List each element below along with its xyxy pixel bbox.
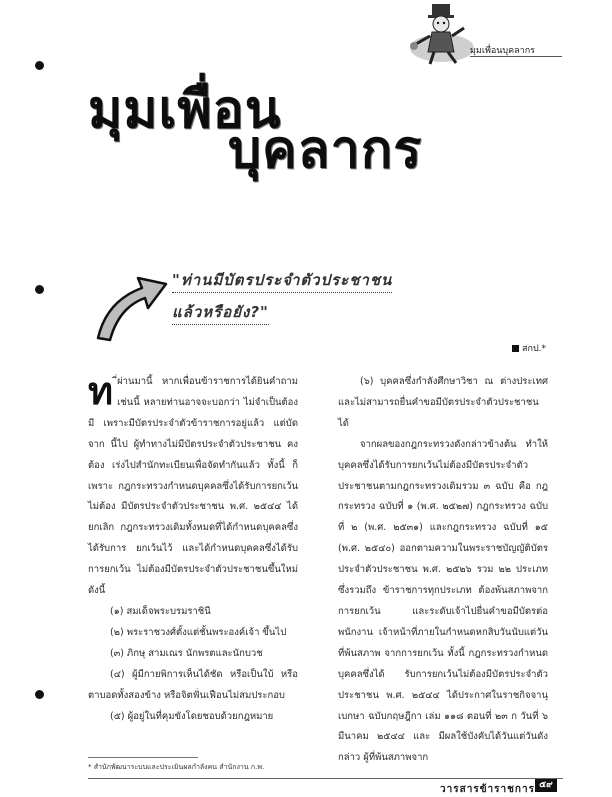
list-item: (๒) พระราชวงศ์ตั้งแต่ชั้นพระองค์เจ้า ขึ้นไป — [110, 626, 287, 638]
footnote: * สำนักพัฒนาระบบและประเมินผลกำลังคน สำนักงาน ก.พ. — [88, 763, 265, 771]
byline-square-icon — [512, 345, 519, 352]
title-line2: บุคลากร — [228, 120, 423, 180]
list-item: (๖) บุคคลซึ่งกำลังศึกษาวิชา ณ ต่างประเทศ และไม่สามารถยื่นคำขอมีบัตรประจำตัวประชาชนได้ — [338, 376, 548, 429]
journal-name: วารสารข้าราชการ — [440, 784, 535, 795]
author-name: สกป.* — [522, 344, 547, 354]
list-item: (๕) ผู้อยู่ในที่คุมขังโดยชอบด้วยกฎหมาย — [110, 710, 274, 722]
binder-hole-top — [35, 61, 44, 70]
dropcap: ท — [88, 369, 114, 413]
paragraph: จากผลของกฎกระทรวงดังกล่าวข้างต้น ทำให้ บุคคลซึ่งได้รับการยกเว้นไม่ต้องมีบัตรประจำตัว ประชาชนตามกฎกระทรวงเดิมรวม ๓ ฉบับ คือ กฎกระทรวง ฉบับที่ ๑ (พ.ศ. ๒๕๒๗) กฎกระทรวง ฉบับที่ ๒ (พ.ศ. ๒๕๓๑) และกฎกระทรวง ฉบับที่ ๑๕ (พ.ศ. ๒๕๔๐) ออกตามความในพระราชบัญญัติบัตร ประจำตัวประชาชน พ.ศ. ๒๕๒๖ รวม ๒๒ ประเภท ซึ่งรวมถึง ข้าราชการทุกประเภท ต้องพ้นสภาพจาก การยกเว้น และระดับเจ้าไปยื่นคำขอมีบัตรต่อพนักงาน เจ้าหน้าที่ภายในกำหนดหกสิบวันนับแต่วันที่พ้นสภาพ จากการยกเว้น ทั้งนี้ กฎกระทรวงกำหนดบุคคลซึ่งได้ รับการยกเว้นไม่ต้องมีบัตรประจำตัวประชาชน พ.ศ. ๒๕๔๔ ได้ประกาศในราชกิจจานุเบกษา ฉบับกฤษฎีกา เล่ม ๑๑๘ ตอนที่ ๒๓ ก วันที่ ๖ มีนาคม ๒๕๔๔ และ มีผลใช้บังคับได้วันแต่วันดังกล่าว ผู้ที่พ้นสภาพจาก — [338, 438, 548, 764]
title-line1: มุมเพื่อน — [88, 80, 282, 140]
page-number: ๕๙ — [535, 779, 557, 792]
list-item: (๑) สมเด็จพระบรมราชินี — [110, 605, 211, 617]
article-column-right — [338, 372, 548, 769]
footer-rule — [88, 778, 563, 779]
arrow-icon — [90, 270, 170, 350]
mascot-illustration — [402, 0, 477, 68]
section-rule — [470, 56, 562, 57]
subtitle-line1: "ท่านมีบัตรประจำตัวประชาชน — [172, 268, 392, 293]
list-item: (๔) ผู้มีกายพิการเห็นได้ชัด หรือเป็นใบ้ หรือ ตาบอดทั้งสองข้าง หรือจิตฟั่นเฟือนไม่สมประกอบ — [88, 668, 298, 701]
binder-hole-middle — [35, 285, 44, 294]
article-column-left — [88, 369, 298, 727]
subtitle-line2: แล้วหรือยัง?" — [172, 300, 269, 325]
footnote-rule — [88, 757, 198, 758]
author-byline — [512, 341, 546, 355]
list-item: (๓) ภิกษุ สามเณร นักพรตและนักบวช — [110, 647, 263, 659]
section-label: มุมเพื่อนบุคลากร — [470, 46, 536, 56]
binder-hole-bottom — [35, 690, 44, 699]
paragraph: ี่ผ่านมานี้ หากเพื่อนข้าราชการได้ยินคำถาม เช่นนี้ หลายท่านอาจจะบอกว่า ไม่จำเป็นต้องมี เพราะมีบัตรประจำตัวข้าราชการอยู่แล้ว แต่บัดจาก นี้ไป ผู้ทำทางไม่มีบัตรประจำตัวประชาชน คงต้อง เร่งไปสำนักทะเบียนเพื่อจัดทำกันแล้ว ทั้งนี้ ก็เพราะ กฎกระทรวงกำหนดบุคคลซึ่งได้รับการยกเว้นไม่ต้อง มีบัตรประจำตัวประชาชน พ.ศ. ๒๕๔๔ ได้ยกเลิก กฎกระทรวงเดิมทั้งหมดที่ได้กำหนดบุคคลซึ่งได้รับการ ยกเว้นไว้ และได้กำหนดบุคคลซึ่งได้รับการยกเว้น ไม่ต้องมีบัตรประจำตัวประชาชนขึ้นใหม่ ดังนี้ — [88, 376, 298, 597]
